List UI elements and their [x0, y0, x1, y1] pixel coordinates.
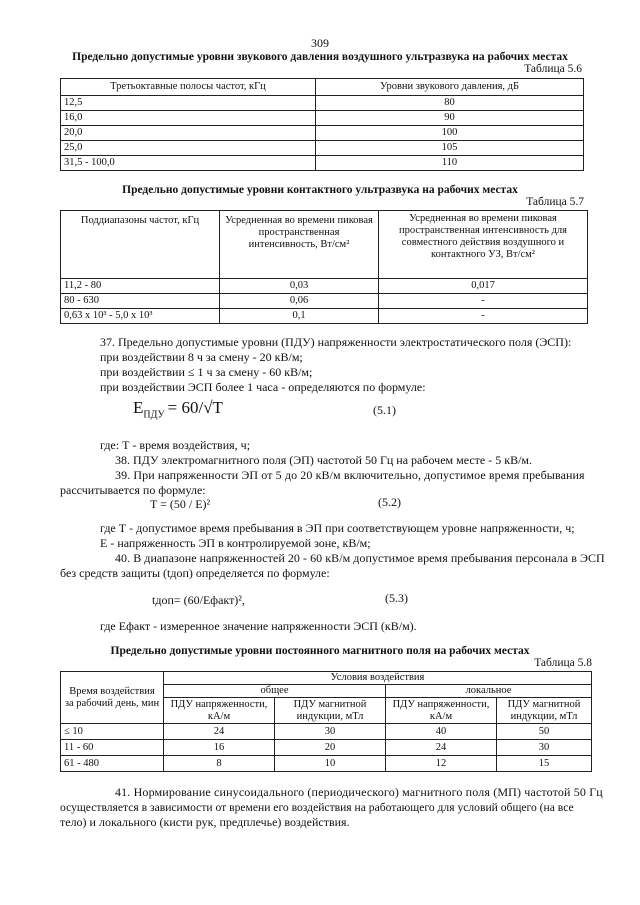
range-cell: 80 - 630	[61, 294, 220, 309]
value-cell: 0,03	[220, 279, 379, 294]
formula-symbol: E	[133, 398, 144, 417]
paragraph-37-line: при воздействии ≤ 1 ч за смену - 60 кВ/м;	[100, 365, 313, 379]
value-cell: 30	[497, 740, 592, 756]
table-5-6-heading: Предельно допустимые уровни звукового давления воздушного ультразвука на рабочих местах	[72, 51, 568, 63]
col-header-local: локальное	[386, 685, 592, 698]
band-cell: 20,0	[61, 126, 316, 141]
table-row	[61, 141, 584, 156]
col-header-intensity: Усредненная во времени пиковая пространственная интенсивность, Вт/см²	[220, 211, 379, 279]
table-row	[61, 156, 584, 171]
value-cell: 50	[497, 724, 592, 740]
col-header-ranges: Поддиапазоны частот, кГц	[61, 211, 220, 279]
where-5-2-line: Е - напряженность ЭП в контролируемой зоне, кВ/м;	[100, 536, 371, 550]
formula-subscript: ПДУ	[143, 409, 165, 421]
range-cell: 11,2 - 80	[61, 279, 220, 294]
formula-5-3-number: (5.3)	[385, 591, 408, 605]
formula-5-2-number: (5.2)	[378, 495, 401, 509]
col-header-general-h: ПДУ напряженности, кА/м	[164, 698, 275, 724]
value-cell: 0,1	[220, 309, 379, 324]
band-cell: 16,0	[61, 111, 316, 126]
col-header-combined: Усредненная во времени пиковая пространственная интенсивность для совместного действия воздушного и контактного УЗ, Вт/см²	[379, 211, 588, 279]
paragraph-39-line: рассчитывается по формуле:	[60, 483, 206, 497]
formula-5-2: T = (50 / E)²	[150, 497, 211, 511]
col-header-general: общее	[164, 685, 386, 698]
paragraph-39: 39. При напряженности ЭП от 5 до 20 кВ/м включительно, допустимое время пребывания	[115, 468, 585, 482]
value-cell: -	[379, 309, 588, 324]
table-row	[61, 279, 588, 294]
level-cell: 90	[316, 111, 584, 126]
time-cell: ≤ 10	[61, 724, 164, 740]
col-header-conditions: Условия воздействия	[164, 672, 592, 685]
table-5-7-heading: Предельно допустимые уровни контактного ультразвука на рабочих местах	[122, 184, 518, 196]
time-cell: 11 - 60	[61, 740, 164, 756]
table-row	[61, 724, 592, 740]
table-5-8-heading: Предельно допустимые уровни постоянного магнитного поля на рабочих местах	[110, 645, 530, 657]
paragraph-40-line: без средств защиты (tдоп) определяется по формуле:	[60, 566, 330, 580]
paragraph-41-line: тело) и локального (кисти рук, предплечье) воздействия.	[60, 815, 350, 829]
paragraph-38: 38. ПДУ электромагнитного поля (ЭП) частотой 50 Гц на рабочем месте - 5 кВ/м.	[115, 453, 532, 467]
where-5-3: где Eфакт - измеренное значение напряженности ЭСП (кВ/м).	[100, 619, 417, 633]
level-cell: 100	[316, 126, 584, 141]
value-cell: 24	[164, 724, 275, 740]
table-row	[61, 96, 584, 111]
level-cell: 80	[316, 96, 584, 111]
table-5-8	[60, 671, 592, 772]
value-cell: 0,017	[379, 279, 588, 294]
table-row	[61, 756, 592, 772]
col-header-local-b: ПДУ магнитной индукции, мТл	[497, 698, 592, 724]
paragraph-41-line: осуществляется в зависимости от времени его воздействия на работающего для условий общего (на все	[60, 801, 574, 814]
band-cell: 12,5	[61, 96, 316, 111]
value-cell: 30	[275, 724, 386, 740]
time-cell: 61 - 480	[61, 756, 164, 772]
paragraph-37: 37. Предельно допустимые уровни (ПДУ) напряженности электростатического поля (ЭСП):	[100, 335, 572, 349]
paragraph-37-line: при воздействии 8 ч за смену - 20 кВ/м;	[100, 350, 303, 364]
value-cell: 24	[386, 740, 497, 756]
level-cell: 110	[316, 156, 584, 171]
table-row	[61, 111, 584, 126]
paragraph-40: 40. В диапазоне напряженностей 20 - 60 кВ/м допустимое время пребывания персонала в ЭСП	[115, 551, 605, 565]
formula-rhs: = 60/√T	[167, 398, 223, 417]
value-cell: 16	[164, 740, 275, 756]
value-cell: 12	[386, 756, 497, 772]
table-5-8-label: Таблица 5.8	[534, 657, 592, 669]
where-5-1: где: Т - время воздействия, ч;	[100, 438, 251, 452]
table-5-6-label: Таблица 5.6	[524, 63, 582, 75]
level-cell: 105	[316, 141, 584, 156]
value-cell: 10	[275, 756, 386, 772]
value-cell: 15	[497, 756, 592, 772]
col-header-general-b: ПДУ магнитной индукции, мТл	[275, 698, 386, 724]
value-cell: -	[379, 294, 588, 309]
col-header-bands: Третьоктавные полосы частот, кГц	[61, 79, 316, 96]
value-cell: 8	[164, 756, 275, 772]
band-cell: 25,0	[61, 141, 316, 156]
table-5-6	[60, 78, 584, 171]
page-number: 309	[311, 36, 329, 50]
paragraph-41: 41. Нормирование синусоидального (периодического) магнитного поля (МП) частотой 50 Гц	[115, 785, 603, 799]
value-cell: 0,06	[220, 294, 379, 309]
table-row	[61, 294, 588, 309]
formula-5-1	[133, 398, 223, 421]
table-5-7-label: Таблица 5.7	[526, 196, 584, 208]
col-header-local-h: ПДУ напряженности, кА/м	[386, 698, 497, 724]
formula-5-3: tдоп= (60/Eфакт)²,	[152, 593, 245, 607]
band-cell: 31,5 - 100,0	[61, 156, 316, 171]
table-row	[61, 126, 584, 141]
value-cell: 40	[386, 724, 497, 740]
table-row	[61, 309, 588, 324]
paragraph-37-line: при воздействии ЭСП более 1 часа - определяются по формуле:	[100, 380, 426, 394]
value-cell: 20	[275, 740, 386, 756]
col-header-time: Время воздействия за рабочий день, мин	[61, 672, 164, 724]
col-header-levels: Уровни звукового давления, дБ	[316, 79, 584, 96]
formula-5-1-number: (5.1)	[373, 403, 396, 417]
where-5-2: где Т - допустимое время пребывания в ЭП при соответствующем уровне напряженности, ч;	[100, 521, 575, 535]
range-cell: 0,63 х 10³ - 5,0 х 10³	[61, 309, 220, 324]
table-5-7	[60, 210, 588, 324]
table-row	[61, 740, 592, 756]
